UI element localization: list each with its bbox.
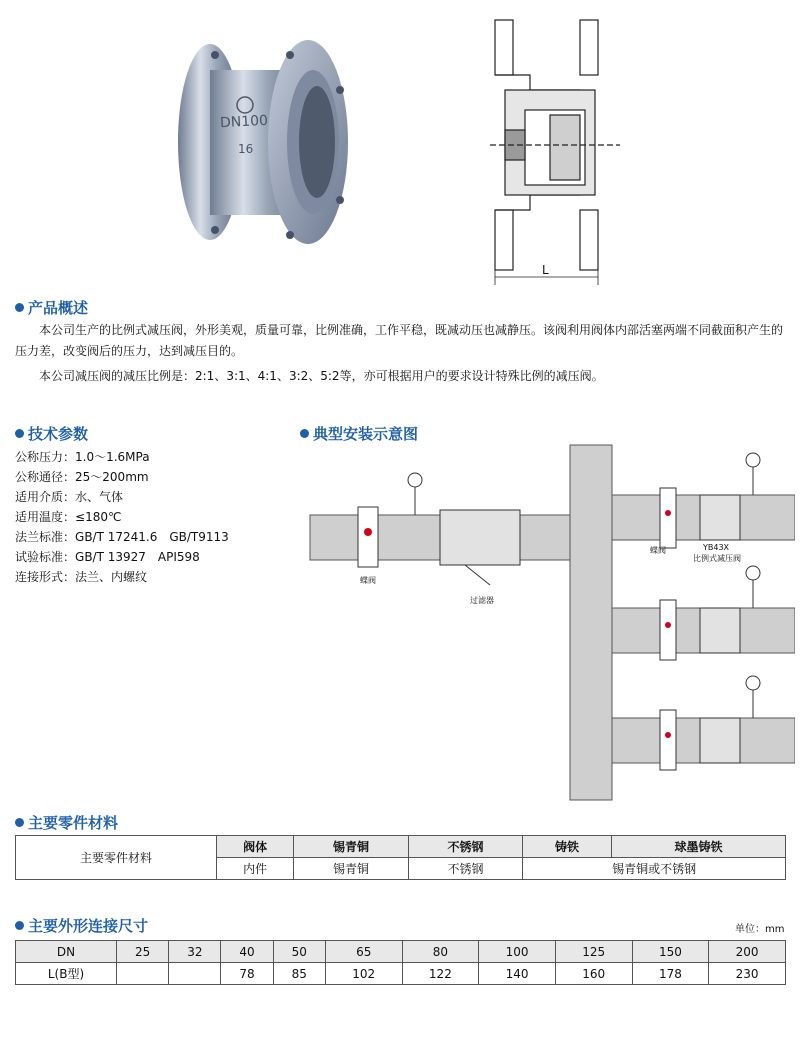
label-butterfly-valve-2: 蝶阀: [650, 546, 666, 555]
table-cell: [117, 963, 169, 985]
table-cell: 锡青铜: [294, 836, 408, 858]
table-cell: 122: [402, 963, 479, 985]
table-cell: 160: [555, 963, 632, 985]
table-cell: 锡青铜: [294, 858, 408, 880]
table-cell: 125: [555, 941, 632, 963]
label-butterfly-valve: 蝶阀: [360, 576, 376, 585]
table-cell: 球墨铸铁: [611, 836, 785, 858]
bullet-dot: [15, 818, 24, 827]
bullet-dot: [300, 429, 309, 438]
table-cell: 40: [221, 941, 273, 963]
table-cell: 100: [479, 941, 556, 963]
table-cell: 200: [709, 941, 786, 963]
table-cell: 85: [273, 963, 325, 985]
param-row: 法兰标准：GB/T 17241.6 GB/T9113: [15, 530, 229, 544]
overview-title: 产品概述: [15, 297, 88, 318]
cross-section-drawing: [470, 15, 640, 295]
param-row: 公称压力：1.0～1.6MPa: [15, 450, 150, 464]
installation-diagram: [300, 440, 795, 805]
table-cell: 78: [221, 963, 273, 985]
tech-title: 技术参数: [15, 423, 88, 444]
overview-paragraph-1: 本公司生产的比例式减压阀，外形美观，质量可靠，比例准确，工作平稳，既减动压也减静压。该阀利用阀体内部活塞两端不同截面积产生的压力差，改变阀后的压力，达到减压目的。: [15, 323, 784, 358]
table-cell: 150: [632, 941, 709, 963]
table-cell: 230: [709, 963, 786, 985]
table-cell: 32: [169, 941, 221, 963]
param-row: 公称通径：25～200mm: [15, 470, 149, 484]
table-cell: 铸铁: [523, 836, 612, 858]
param-row: 适用介质：水、气体: [15, 490, 124, 504]
product-photo: [170, 30, 355, 255]
table-cell: 内件: [217, 858, 294, 880]
table-cell: [169, 963, 221, 985]
photo-dn-text: DN100: [219, 112, 269, 132]
label-filter: 过滤器: [470, 596, 494, 605]
param-list: [15, 447, 229, 587]
table-cell: 25: [117, 941, 169, 963]
table-cell: 50: [273, 941, 325, 963]
table-cell: 锡青铜或不锈钢: [523, 858, 786, 880]
label-model-name: 比例式减压阀: [693, 554, 741, 563]
materials-title: 主要零件材料: [15, 812, 118, 833]
table-cell: 不锈钢: [408, 858, 522, 880]
bullet-dot: [15, 303, 24, 312]
bullet-dot: [15, 921, 24, 930]
table-cell: L(B型): [16, 963, 117, 985]
dims-table: [15, 940, 786, 985]
param-row: 适用温度：≤180℃: [15, 510, 122, 524]
photo-code-text: 16: [238, 142, 254, 156]
dimension-L: L: [542, 263, 549, 277]
param-row: 试验标准：GB/T 13927 API598: [15, 550, 200, 564]
overview-paragraph-2: 本公司减压阀的减压比例是：2:1、3:1、4:1、3:2、5:2等，亦可根据用户的要求设计特殊比例的减压阀。: [39, 369, 604, 383]
bullet-dot: [15, 429, 24, 438]
materials-table: [15, 835, 786, 880]
table-cell: 102: [325, 963, 402, 985]
table-cell: 80: [402, 941, 479, 963]
table-cell: 65: [325, 941, 402, 963]
install-title: 典型安装示意图: [300, 423, 418, 444]
table-cell: DN: [16, 941, 117, 963]
param-row: 连接形式：法兰、内螺纹: [15, 570, 148, 584]
table-cell: 178: [632, 963, 709, 985]
table-cell: 140: [479, 963, 556, 985]
table-cell: 不锈钢: [408, 836, 522, 858]
table-cell: 阀体: [217, 836, 294, 858]
dims-title: 主要外形连接尺寸: [15, 915, 148, 936]
label-model: YB43X: [703, 543, 730, 552]
unit-label: 单位：mm: [735, 924, 785, 935]
materials-row-label: 主要零件材料: [16, 836, 217, 880]
